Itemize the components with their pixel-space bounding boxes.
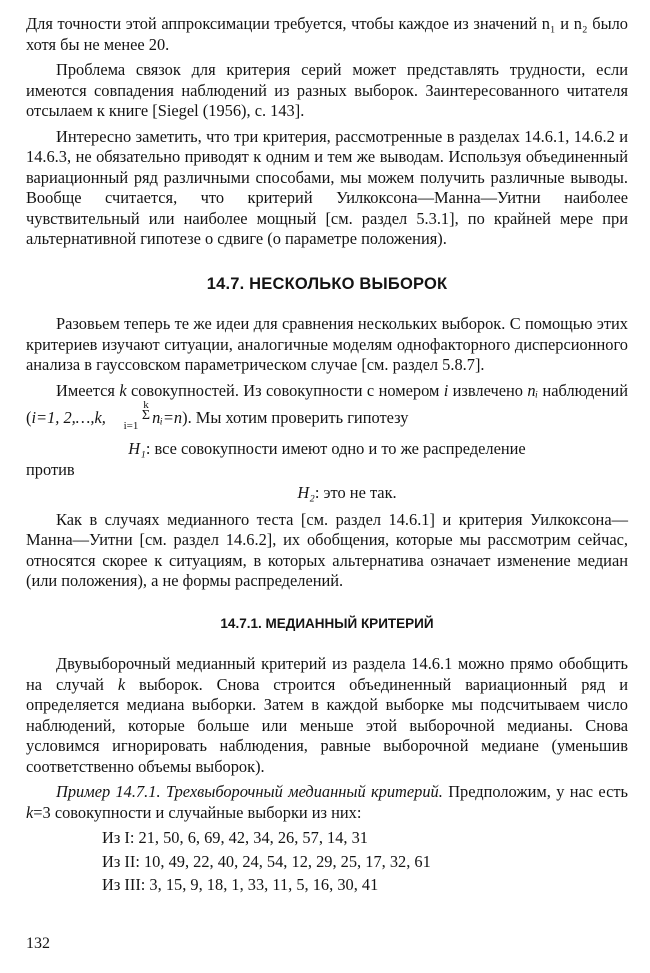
samples-list — [26, 828, 628, 896]
text: : все совокупности имеют одно и то же распределение — [145, 439, 526, 458]
paragraph-example — [26, 782, 628, 823]
paragraph: Интересно заметить, что три критерия, рассмотренные в разделах 14.6.1, 14.6.2 и 14.6.3, не обязательно приводят к одним и тем же выводам. Используя объединенный вариационный ряд различными способами, мы можем получить различные выводы. Вообще считается, что критерий Уилкоксона—Манна—Уитни наиболее чувствительный или наиболее мощный [см. раздел 5.3.1], по крайней мере при альтернативной гипотезе о сдвиге (о параметре положения). — [26, 126, 628, 248]
paragraph: Для точности этой аппроксимации требуется, чтобы каждое из значений n₁ и n₂ было хотя бы не менее 20. — [26, 14, 628, 54]
math-var: i — [443, 380, 449, 400]
math-expr: i=1, 2,…,k, — [31, 408, 106, 427]
list-item: Из II: 10, 49, 22, 40, 24, 54, 12, 29, 25, 17, 32, 61 — [102, 851, 431, 871]
list-item: Из I: 21, 50, 6, 69, 42, 34, 26, 57, 14, 31 — [102, 828, 368, 847]
text: Предположим, у нас есть — [442, 782, 628, 801]
text: выборок. Снова строится объединенный вариационный ряд и определяется медиана выборки. Затем в каждой выборке мы подсчитываем число наблюдений, которые больше или меньше этой выборочной медианы. Снова условимся игнорировать наблюдения, равные выборочной медиане (уменьшив соответственно объемы выборок). — [26, 674, 628, 776]
paragraph-median — [26, 654, 628, 777]
sum-upper: k — [143, 399, 149, 411]
text: извлечено — [448, 380, 528, 400]
sum-lower: i=1 — [123, 420, 139, 432]
page-body — [26, 14, 628, 899]
subsection-heading: 14.7.1. МЕДИАННЫЙ КРИТЕРИЙ — [220, 615, 434, 631]
text: наблюдений ( — [26, 380, 628, 427]
paragraph-populations — [26, 381, 628, 432]
text: ). Мы хотим проверить гипотезу — [182, 408, 409, 427]
page-number: 132 — [26, 935, 50, 952]
text: =3 совокупности и случайные выборки из них: — [33, 802, 362, 822]
text: Имеется — [56, 380, 120, 400]
list-item: Из III: 3, 15, 9, 18, 1, 33, 11, 5, 16, 30, 41 — [102, 875, 379, 894]
paragraph: Разовьем теперь те же идеи для сравнения нескольких выборок. С помощью этих критериев изучают ситуации, аналогичные моделям однофакторного дисперсионного анализа в гауссовском параметрическом случае [см. раздел 5.8.7]. — [26, 314, 628, 374]
math-var: nᵢ — [527, 380, 539, 400]
math-expr: nᵢ=n — [152, 408, 183, 427]
sum-sign: Σ — [141, 408, 151, 423]
hypothesis-h2 — [26, 483, 628, 504]
paragraph: Проблема связок для критерия серий может представлять трудности, если имеются совпадения наблюдений из разных выборок. Заинтересованного читателя отсылаем к книге [Siegel (1956), с. 143]. — [26, 60, 628, 120]
section-heading: 14.7. НЕСКОЛЬКО ВЫБОРОК — [206, 274, 448, 293]
math-var: H₂ — [297, 483, 315, 502]
hypothesis-h1 — [26, 439, 628, 460]
math-var: k — [119, 380, 127, 400]
math-var: H₁ — [128, 439, 146, 458]
example-title: Пример 14.7.1. Трехвыборочный медианный критерий. — [56, 782, 443, 801]
text: Двувыборочный медианный критерий из раздела 14.6.1 можно прямо обобщить на случай — [26, 654, 628, 694]
text: совокупностей. Из совокупности с номером — [126, 380, 444, 400]
paragraph: Как в случаях медианного теста [см. раздел 14.6.1] и критерия Уилкоксона—Манна—Уитни [см. раздел 14.6.2], их обобщения, которые мы рассмотрим сейчас, относятся скорее к ситуациям, в которых альтернатива означает изменение медиан (или положения), а не формы распределений. — [26, 509, 628, 590]
versus-label: против — [26, 459, 75, 479]
math-var: k — [117, 674, 126, 694]
text: : это не так. — [314, 483, 397, 502]
summation — [112, 401, 150, 431]
math-var: k — [26, 802, 34, 822]
